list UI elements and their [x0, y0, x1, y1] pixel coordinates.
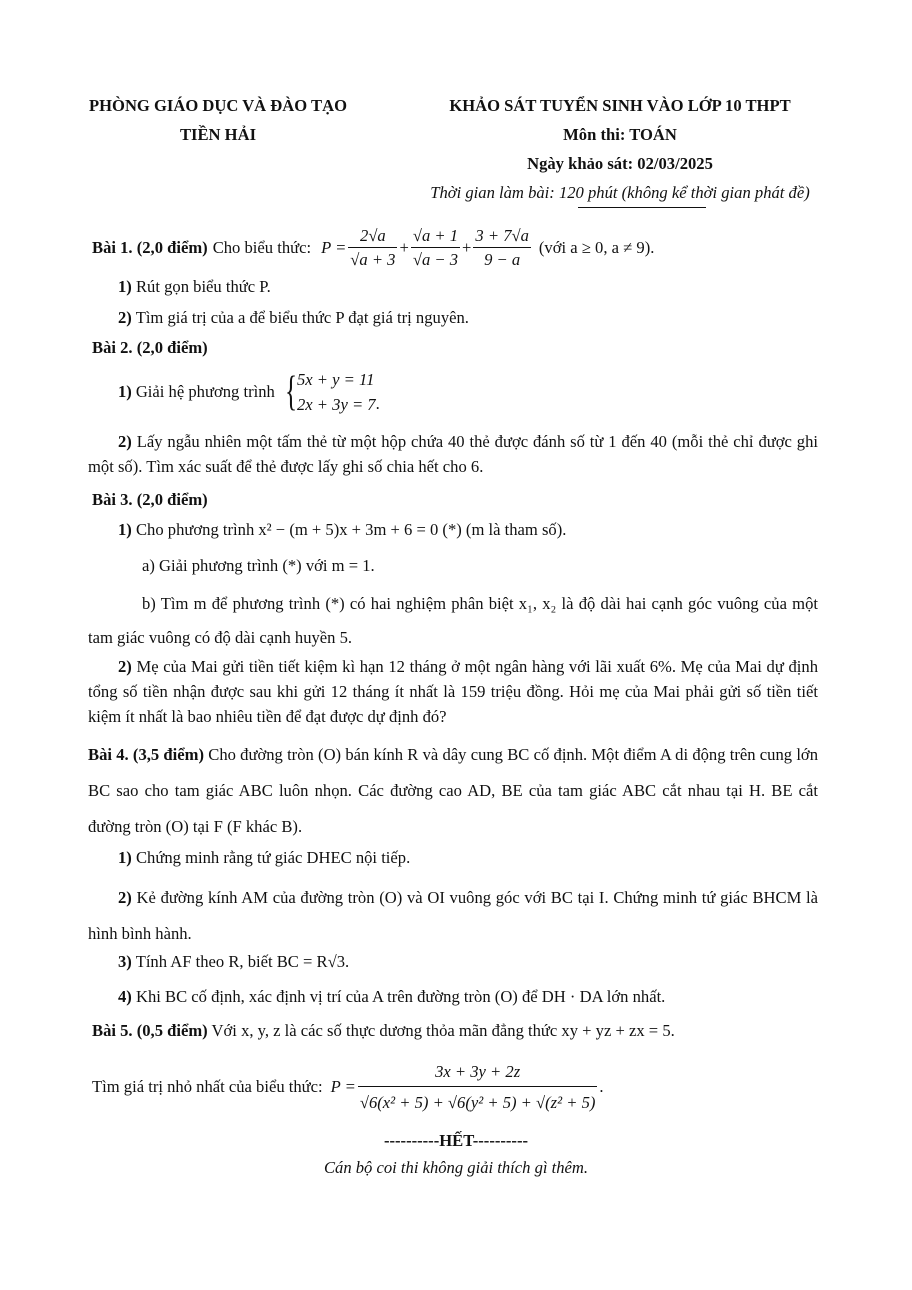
bai5-p-eq: P = — [330, 1077, 356, 1096]
bai2-q1-text: Giải hệ phương trình — [135, 382, 275, 401]
bai5-fraction — [358, 1062, 598, 1113]
bai4-q1-number: 1) — [118, 848, 132, 867]
fraction-1-denominator: √a + 3 — [350, 250, 396, 269]
end-marker: ----------HẾT---------- — [383, 1131, 529, 1150]
bai4-q3-number: 3) — [118, 952, 132, 971]
bai1-intro: Cho biểu thức: — [212, 238, 312, 257]
bai4-label: Bài 4. (3,5 điểm) — [88, 745, 204, 764]
fraction-3-denominator: 9 − a — [484, 250, 521, 269]
exam-title: KHẢO SÁT TUYỂN SINH VÀO LỚP 10 THPT — [449, 96, 791, 115]
bai3-qb: b) Tìm m để phương trình (*) có hai nghiệm phân biệt x₁, x₂ là độ dài hai cạnh góc vuông của một tam giác vuông có độ dài cạnh huyền 5. — [88, 594, 818, 647]
system-brace: { — [284, 369, 297, 415]
bai4-q3-text: Tính AF theo R, biết BC = R√3. — [135, 952, 350, 971]
bai4-q4-text: Khi BC cố định, xác định vị trí của A trên đường tròn (O) để DH · DA lớn nhất. — [135, 987, 666, 1006]
bai5-intro — [92, 1021, 675, 1041]
bai3-q2-text: Mẹ của Mai gửi tiền tiết kiệm kì hạn 12 tháng ở một ngân hàng với lãi xuất 6%. Mẹ của Mai dự định tổng số tiền nhận được sau khi gửi 12 tháng ít nhất là 159 triệu đồng. Hỏi mẹ của Mai phải gửi số tiền tiết kiệm ít nhất là bao nhiêu tiền để đạt được dự định đó? — [88, 657, 818, 726]
bai4-q1 — [118, 848, 410, 868]
bai1-condition: (với a ≥ 0, a ≠ 9). — [538, 238, 655, 257]
bai4-q4-number: 4) — [118, 987, 132, 1006]
bai3-q1-text: Cho phương trình x² − (m + 5)x + 3m + 6 = 0 (*) (m là tham số). — [135, 520, 567, 539]
bai1-fraction-2 — [411, 226, 460, 270]
bai1-fraction-3 — [473, 226, 531, 270]
bai3-q1-number: 1) — [118, 520, 132, 539]
exam-duration: Thời gian làm bài: 120 phút (không kể thời gian phát đề) — [430, 183, 810, 202]
bai2-q2-text: Lấy ngẫu nhiên một tấm thẻ từ một hộp chứa 40 thẻ được đánh số từ 1 đến 40 (mỗi thẻ chỉ được ghi một số). Tìm xác suất để thẻ được lấy ghi số chia hết cho 6. — [88, 432, 818, 476]
bai3-qa: a) Giải phương trình (*) với m = 1. — [142, 556, 375, 575]
bai5-intro-text: Với x, y, z là các số thực dương thỏa mãn đẳng thức xy + yz + zx = 5. — [211, 1021, 675, 1040]
equation-system — [297, 367, 376, 417]
bai4-q2-number: 2) — [118, 888, 132, 907]
bai5-question-text: Tìm giá trị nhỏ nhất của biểu thức: — [92, 1077, 323, 1096]
district-name: TIỀN HẢI — [179, 125, 257, 144]
header-underline — [578, 207, 706, 208]
bai3-q2-number: 2) — [118, 657, 132, 676]
bai5-numerator: 3x + 3y + 2z — [358, 1062, 598, 1087]
bai4-intro-text: Cho đường tròn (O) bán kính R và dây cung BC cố định. Một điểm A di động trên cung lớn BC sao cho tam giác ABC luôn nhọn. Các đường cao AD, BE của tam giác ABC cắt nhau tại H. BE cắt đường tròn (O) tại F (F khác B). — [88, 745, 818, 836]
bai1-fraction-1 — [348, 226, 397, 270]
exam-date: Ngày khảo sát: 02/03/2025 — [527, 154, 713, 173]
bai4-q2 — [88, 880, 818, 952]
bai3-label: Bài 3. (2,0 điểm) — [92, 490, 208, 509]
equation-1: 5x + y = 11 — [296, 370, 375, 389]
bai4-q3 — [118, 952, 349, 972]
fraction-2-denominator: √a − 3 — [412, 250, 459, 269]
bai5-question: Tìm giá trị nhỏ nhất của biểu thức: P = $\frac{3x + 3y + 2z}{\text{√6(x² + 5) + √6(y² + 5) + √(z² + 5)}}$ . — [92, 1061, 604, 1112]
bai2-label: Bài 2. (2,0 điểm) — [92, 338, 208, 357]
bai1-q1-number: 1) — [118, 277, 132, 296]
bai5-label: Bài 5. (0,5 điểm) — [92, 1021, 208, 1040]
bai1-q2 — [118, 308, 469, 328]
bai4-q4 — [118, 987, 665, 1007]
bai1-line: Bài 1. (2,0 điểm) Cho biểu thức: P = $\frac{2√a}{√a + 3}$ + $\frac{√a + 1}{√a - 3}$ + $\frac{3 + 7√a}{9 - a}$ (với a ≥ 0, a ≠ 9). — [92, 226, 655, 269]
bai3-q1 — [118, 520, 566, 540]
bai2-q1-number: 1) — [118, 382, 132, 401]
bai4-q2-text: Kẻ đường kính AM của đường tròn (O) và OI vuông góc với BC tại I. Chứng minh tứ giác BHCM là hình bình hành. — [88, 888, 819, 943]
fraction-1-numerator: 2√a — [348, 226, 397, 248]
bai5-denominator: √6(x² + 5) + √6(y² + 5) + √(z² + 5) — [359, 1092, 596, 1112]
bai2-q1: 1) Giải hệ phương trình { 5x + y = 11 2x + 3y = 7 . — [118, 369, 380, 415]
equation-2: 2x + 3y = 7 — [296, 395, 376, 414]
bai2-q2-number: 2) — [118, 432, 132, 451]
bai4-q1-text: Chứng minh rằng tứ giác DHEC nội tiếp. — [135, 848, 411, 867]
proctor-note: Cán bộ coi thi không giải thích gì thêm. — [323, 1158, 589, 1177]
fraction-2-numerator: √a + 1 — [411, 226, 460, 248]
bai1-label: Bài 1. (2,0 điểm) — [92, 238, 208, 257]
fraction-3-numerator: 3 + 7√a — [473, 226, 531, 248]
exam-subject: Môn thi: TOÁN — [563, 125, 677, 144]
bai2-q2 — [88, 429, 818, 479]
bai1-p-eq: P = — [321, 238, 347, 257]
bai1-q1 — [118, 277, 271, 297]
bai3-q2 — [88, 654, 818, 729]
department-name: PHÒNG GIÁO DỤC VÀ ĐÀO TẠO — [89, 96, 347, 115]
bai1-q1-text: Rút gọn biểu thức P. — [135, 277, 271, 296]
bai1-q2-number: 2) — [118, 308, 132, 327]
bai4-intro — [88, 737, 818, 845]
bai1-q2-text: Tìm giá trị của a để biểu thức P đạt giá trị nguyên. — [135, 308, 469, 327]
